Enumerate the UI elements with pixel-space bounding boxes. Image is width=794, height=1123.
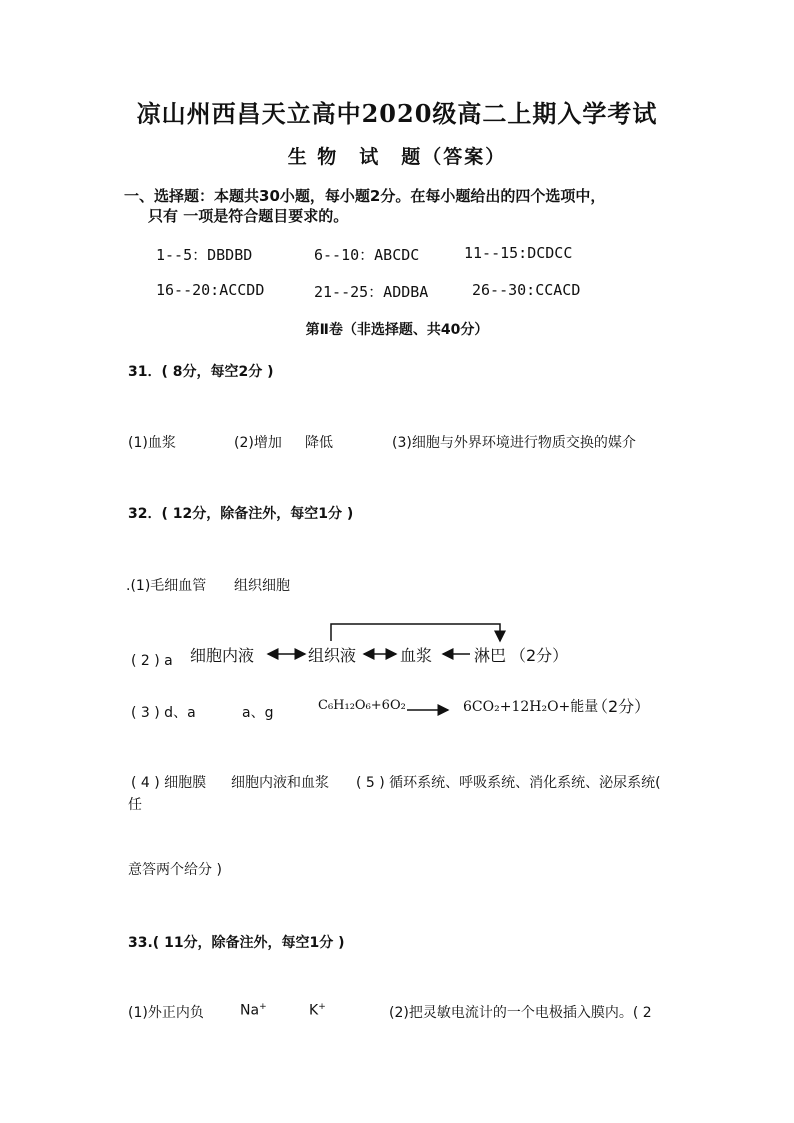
q33-heading: 33.( 11分，除备注外，每空1分 ) (128, 935, 345, 951)
q33-answer-1: (1)外正内负 (128, 1005, 204, 1021)
diagram-node-tissue-fluid: 组织液 (308, 646, 357, 665)
q33-answer-2: (2)把灵敏电流计的一个电极插入膜内。( 2 (389, 1005, 652, 1021)
q31-heading: 31．( 8分，每空2分 ) (128, 364, 274, 380)
q32-answer-5-cont2: 意答两个给分 ) (128, 862, 222, 878)
diagram-node-intracellular: 细胞内液 (190, 646, 255, 665)
q32-answer-5: ( 5 ) 循环系统、呼吸系统、消化系统、泌尿系统( (356, 775, 661, 791)
q31-answer-2: (2)增加 (234, 435, 282, 451)
q32-answer-4b: 细胞内液和血浆 (231, 775, 329, 791)
section1-instruction: 一、选择题：本题共30小题，每小题2分。在每小题给出的四个选项中， (124, 187, 606, 205)
q32-answer-2: ( 2 ) a (131, 653, 173, 669)
answer-group-4: 16--20:ACCDD (156, 281, 265, 299)
equation-reactants: C₆H₁₂O₆+6O₂ (318, 698, 406, 713)
q31-answer-1: (1)血浆 (128, 435, 176, 451)
q32-answer-5-cont: 任 (128, 797, 142, 813)
equation-products: 6CO₂+12H₂O+能量 (463, 699, 599, 715)
potassium-ion: K+ (309, 1002, 326, 1019)
q32-answer-1b: 组织细胞 (234, 578, 290, 594)
sodium-ion: Na+ (240, 1002, 267, 1019)
arrow-tissue-lymph (331, 624, 500, 641)
q31-answer-3: (3)细胞与外界环境进行物质交换的媒介 (392, 435, 636, 451)
diagram-score: （2分） (510, 646, 569, 665)
exam-title: 凉山州西昌天立高中2020级高二上期入学考试 (136, 99, 658, 128)
q32-answer-1: .(1)毛细血管 (126, 578, 207, 594)
q32-answer-4: ( 4 ) 细胞膜 (131, 775, 207, 791)
exam-subtitle: 生 物 试 题（答案） (287, 146, 507, 168)
q32-answer-3b: a、g (242, 705, 274, 721)
answer-group-2: 6--10：ABCDC (314, 246, 420, 264)
equation-score: （2分） (592, 697, 651, 716)
diagram-node-lymph: 淋巴 (474, 646, 507, 665)
section2-heading: 第Ⅱ卷（非选择题、共40分） (305, 322, 489, 338)
q32-heading: 32．( 12分，除备注外，每空1分 ) (128, 506, 354, 522)
answer-group-6: 26--30:CCACD (472, 281, 581, 299)
q32-answer-3: ( 3 ) d、a (131, 705, 196, 721)
answer-group-5: 21--25：ADDBA (314, 283, 429, 301)
section1-instruction-cont: 只有 一项是符合题目要求的。 (148, 207, 349, 225)
diagram-node-plasma: 血浆 (400, 646, 433, 665)
answer-group-1: 1--5：DBDBD (156, 246, 253, 264)
q31-answer-2b: 降低 (305, 435, 333, 451)
answer-group-3: 11--15:DCDCC (464, 244, 573, 262)
